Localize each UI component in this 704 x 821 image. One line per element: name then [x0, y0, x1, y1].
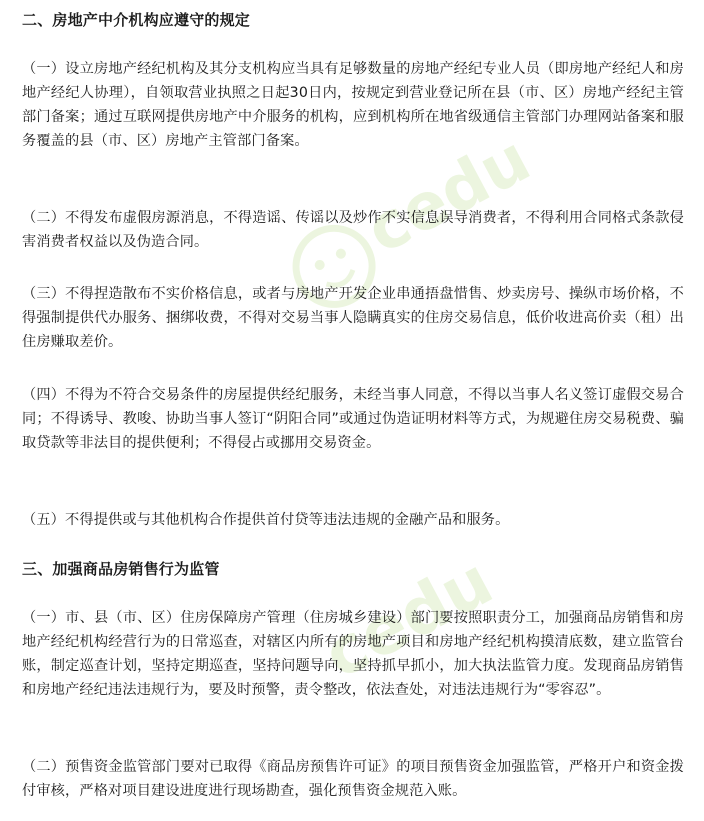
paragraph: （五）不得提供或与其他机构合作提供首付贷等违法违规的金融产品和服务。 [22, 512, 510, 528]
paragraph: （三）不得捏造散布不实价格信息，或者与房地产开发企业串通捂盘惜售、炒卖房号、操纵市场价格，不得强制提供代办服务、捆绑收费，不得对交易当事人隐瞒真实的住房交易信息，低价收进高价卖（租）出住房赚取差价。 [22, 286, 684, 350]
paragraph: （二）不得发布虚假房源消息，不得造谣、传谣以及炒作不实信息误导消费者，不得利用合同格式条款侵害消费者权益以及伪造合同。 [22, 210, 684, 250]
svg-text:cedu: cedu [354, 122, 543, 269]
paragraph: （二）预售资金监管部门要对已取得《商品房预售许可证》的项目预售资金加强监管，严格开户和资金拨付审核，严格对项目建设进度进行现场勘查，强化预售资金规范入账。 [22, 759, 684, 799]
svg-text:cedu: cedu [311, 542, 505, 695]
paragraph: （一）设立房地产经纪机构及其分支机构应当具有足够数量的房地产经纪专业人员（即房地产经纪人和房地产经纪人协理），自领取营业执照之日起30日内，按规定到营业登记所在县（市、区）房地产经纪主管部门备案；通过互联网提供房地产中介服务的机构，应到机构所在地省级通信主管部门办理网站备案和服务覆盖的县（市、区）房地产主管部门备案。 [22, 61, 684, 149]
paragraph: （四）不得为不符合交易条件的房屋提供经纪服务，未经当事人同意，不得以当事人名义签订虚假交易合同；不得诱导、教唆、协助当事人签订“阴阳合同”或通过伪造证明材料等方式，为规避住房交易税费、骗取贷款等非法目的提供便利；不得侵占或挪用交易资金。 [22, 387, 684, 451]
paragraph: （一）市、县（市、区）住房保障房产管理（住房城乡建设）部门要按照职责分工，加强商品房销售和房地产经纪机构经营行为的日常巡查，对辖区内所有的房地产项目和房地产经纪机构摸清底数，建立监管台账，制定巡查计划，坚持定期巡查，坚持问题导向，坚持抓早抓小，加大执法监管力度。发现商品房销售和房地产经纪违法违规行为，要及时预警，责令整改，依法查处，对违法违规行为“零容忍”。 [22, 610, 684, 698]
section-heading: 二、房地产中介机构应遵守的规定 [22, 11, 251, 29]
section-heading: 三、加强商品房销售行为监管 [22, 560, 220, 578]
